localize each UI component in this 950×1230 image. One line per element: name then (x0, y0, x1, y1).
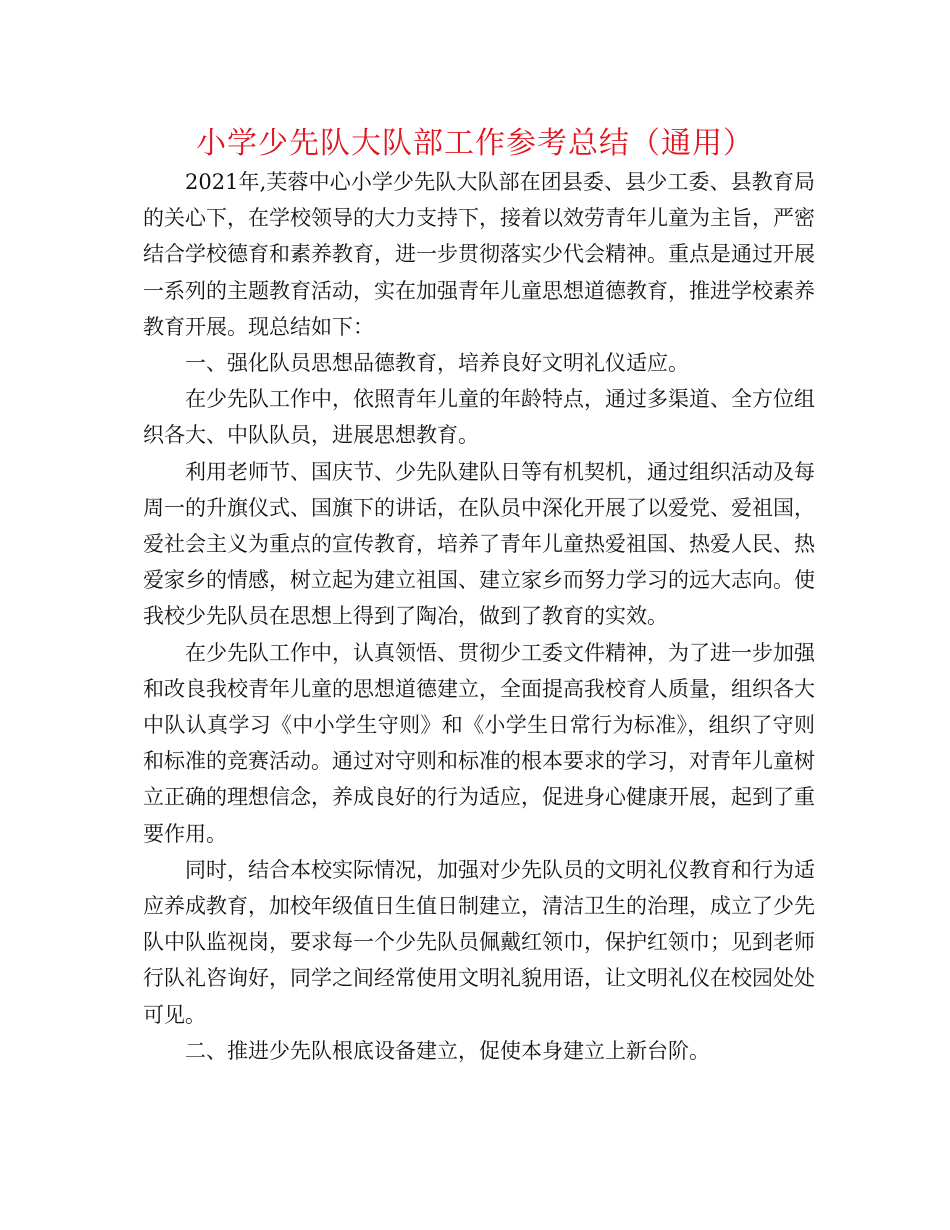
paragraph-intro: 2021年,芙蓉中心小学少先队大队部在团县委、县少工委、县教育局的关心下，在学校领导的大力支持下，接着以效劳青年儿童为主旨，严密结合学校德育和素养教育，进一步贯彻落实少代会精神。重点是通过开展一系列的主题教育活动，实在加强青年儿童思想道德教育，推进学校素养教育开展。现总结如下： (143, 170, 815, 339)
paragraph: 在少先队工作中，依照青年儿童的年龄特点，通过多渠道、全方位组织各大、中队队员，进展思想教育。 (143, 387, 815, 448)
paragraph: 同时，结合本校实际情况，加强对少先队员的文明礼仪教育和行为适应养成教育，加校年级值日生值日制建立，清洁卫生的治理，成立了少先队中队监视岗，要求每一个少先队员佩戴红领巾，保护红领巾；见到老师行队礼咨询好，同学之间经常使用文明礼貌用语，让文明礼仪在校园处处可见。 (143, 857, 815, 1027)
paragraph: 利用老师节、国庆节、少先队建队日等有机契机，通过组织活动及每周一的升旗仪式、国旗下的讲话，在队员中深化开展了以爱党、爱祖国，爱社会主义为重点的宣传教育，培养了青年儿童热爱祖国、热爱人民、热爱家乡的情感，树立起为建立祖国、建立家乡而努力学习的远大志向。使我校少先队员在思想上得到了陶冶，做到了教育的实效。 (143, 459, 815, 629)
paragraph: 在少先队工作中，认真领悟、贯彻少工委文件精神，为了进一步加强和改良我校青年儿童的思想道德建立，全面提高我校育人质量，组织各大中队认真学习《中小学生守则》和《小学生日常行为标准》，组织了守则和标准的竞赛活动。通过对守则和标准的根本要求的学习，对青年儿童树立正确的理想信念，养成良好的行为适应，促进身心健康开展，起到了重要作用。 (143, 640, 815, 846)
section-heading-2: 二、推进少先队根底设备建立，促使本身建立上新台阶。 (185, 1038, 710, 1063)
section-heading-1: 一、强化队员思想品德教育，培养良好文明礼仪适应。 (185, 351, 689, 376)
document-body (143, 164, 815, 1069)
document-title: 小学少先队大队部工作参考总结（通用） (196, 126, 754, 161)
